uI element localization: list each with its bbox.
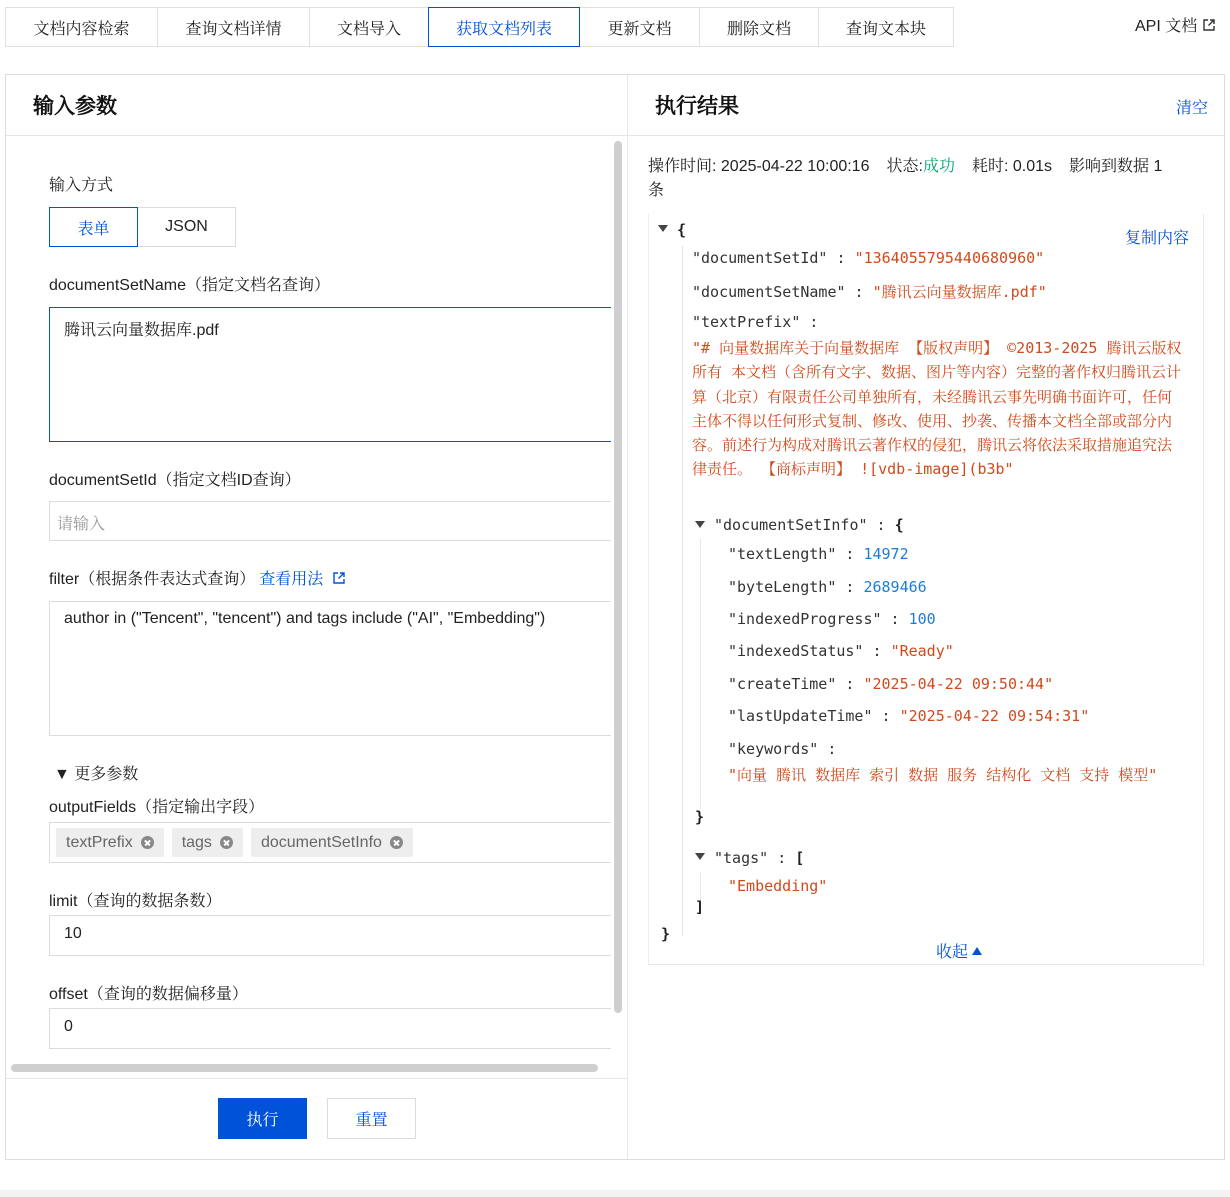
tag-label: tags <box>181 833 212 851</box>
external-link-icon <box>1203 19 1215 31</box>
json-close-brace-root: } <box>661 925 671 943</box>
json-line-byteLength: "byteLength" : 2689466 <box>728 578 927 596</box>
elapsed-time: 耗时: 0.01s <box>971 158 1052 175</box>
json-string: "2025-04-22 09:50:44" <box>863 675 1054 693</box>
output-field-tag <box>251 828 413 857</box>
doc-set-id-input[interactable]: 请输入 <box>49 501 611 541</box>
json-string: "Embedding" <box>728 877 828 895</box>
output-fields-select[interactable] <box>49 822 611 863</box>
page-footer-strip <box>0 1190 1230 1197</box>
limit-input[interactable]: 10 <box>49 915 611 956</box>
tab-delete-document[interactable]: 删除文档 <box>699 7 818 47</box>
offset-label: offset（查询的数据偏移量） <box>49 986 248 1003</box>
json-number: 2689466 <box>863 578 927 596</box>
json-line-documentSetInfo: "documentSetInfo" : { <box>714 516 904 534</box>
result-panel-header <box>628 75 1224 136</box>
tab-bar <box>5 7 954 47</box>
remove-tag-icon[interactable] <box>220 836 233 849</box>
collapse-button[interactable] <box>936 939 982 962</box>
input-mode-toggle <box>49 207 236 247</box>
tag-label: textPrefix <box>66 833 133 851</box>
more-params-toggle[interactable]: ▼ 更多参数 <box>54 766 139 783</box>
affected-rows: 影响到数据 1 <box>1069 158 1163 175</box>
remove-tag-icon[interactable] <box>390 836 403 849</box>
json-close-bracket: ] <box>695 898 705 916</box>
json-string: "1364055795440680960" <box>854 249 1045 267</box>
vertical-scrollbar[interactable] <box>614 141 622 1013</box>
op-time-value: 2025-04-22 10:00:16 <box>720 158 870 175</box>
json-line-createTime: "createTime" : "2025-04-22 09:50:44" <box>728 675 1054 693</box>
status-label: 状态: <box>886 158 923 175</box>
json-number: 14972 <box>863 545 909 563</box>
api-doc-label: API 文档 <box>1135 18 1198 35</box>
json-line-documentSetId: "documentSetId" : "1364055795440680960" <box>692 249 1045 267</box>
chevron-up-icon <box>972 947 982 955</box>
copy-content-button[interactable]: 复制内容 <box>1124 230 1189 247</box>
external-link-icon[interactable] <box>333 572 345 584</box>
json-string: "2025-04-22 09:54:31" <box>899 707 1090 725</box>
api-doc-link[interactable] <box>1135 13 1215 36</box>
result-meta <box>648 155 1208 203</box>
tab-document-search[interactable]: 文档内容检索 <box>5 7 157 47</box>
collapse-label: 收起 <box>936 944 969 961</box>
filter-label-row <box>49 566 345 589</box>
mode-form-button[interactable]: 表单 <box>49 207 138 247</box>
json-key: "byteLength" <box>728 578 837 596</box>
mode-json-button[interactable]: JSON <box>138 207 236 247</box>
doc-set-name-label: documentSetName（指定文档名查询） <box>49 277 330 294</box>
json-open-brace: { <box>677 221 687 239</box>
filter-usage-link[interactable]: 查看用法 <box>259 571 324 588</box>
json-line-tags: "tags" : [ <box>714 849 805 867</box>
result-panel-title: 执行结果 <box>655 95 739 118</box>
result-panel <box>628 75 1224 1159</box>
json-line-textPrefix: "textPrefix" : <box>692 313 819 331</box>
filter-input[interactable]: author in ("Tencent", "tencent") and tags include ("AI", "Embedding") <box>49 601 611 736</box>
tag-label: documentSetInfo <box>260 833 382 851</box>
tab-document-import[interactable]: 文档导入 <box>309 7 428 47</box>
reset-button[interactable]: 重置 <box>327 1098 416 1139</box>
json-key: "documentSetId" <box>692 249 828 267</box>
run-button[interactable]: 执行 <box>218 1098 307 1139</box>
tab-query-chunks[interactable]: 查询文本块 <box>818 7 954 47</box>
affected-rows-unit: 条 <box>648 182 665 199</box>
input-panel-title: 输入参数 <box>6 75 627 136</box>
json-key: "documentSetName" <box>692 283 846 301</box>
json-string: "腾讯云向量数据库.pdf" <box>872 283 1047 301</box>
json-line-keywords: "keywords" : <box>728 740 837 758</box>
indent-guide <box>700 872 701 900</box>
json-key: "createTime" <box>728 675 837 693</box>
indent-guide <box>682 246 683 936</box>
collapse-root-icon[interactable] <box>658 225 668 232</box>
tab-document-list[interactable]: 获取文档列表 <box>428 7 580 47</box>
json-key: "textPrefix" <box>692 313 801 331</box>
json-line-tags-item <box>728 877 827 895</box>
clear-button[interactable]: 清空 <box>1175 100 1208 117</box>
json-line-documentSetName: "documentSetName" : "腾讯云向量数据库.pdf" <box>692 283 1047 301</box>
collapse-documentSetInfo-icon[interactable] <box>695 521 705 528</box>
remove-tag-icon[interactable] <box>141 836 154 849</box>
limit-label: limit（查询的数据条数） <box>49 893 222 910</box>
input-panel <box>6 75 628 1159</box>
json-string-keywords: "向量 腾讯 数据库 索引 数据 服务 结构化 文档 支持 模型" <box>728 766 1158 784</box>
json-key: "textLength" <box>728 545 837 563</box>
tab-update-document[interactable]: 更新文档 <box>580 7 699 47</box>
output-fields-label: outputFields（指定输出字段） <box>49 799 265 816</box>
json-string-textPrefix: "# 向量数据库关于向量数据库 【版权声明】 ©2013-2025 腾讯云版权所有 本文档（含所有文字、数据、图片等内容）完整的著作权归腾讯云计算（北京）有限责任公司单独所有，未经腾讯云事先明确书面许可，任何主体不得以任何形式复制、修改、使用、抄袭、传播本文档全部或部分内容。前述行为构成对腾讯云著作权的侵犯，腾讯云将依法采取措施追究法律责任。 【商标声明】 ![vdb-image](b3b" <box>692 339 1182 479</box>
tab-document-detail[interactable]: 查询文档详情 <box>157 7 309 47</box>
doc-set-id-label: documentSetId（指定文档ID查询） <box>49 472 301 489</box>
output-field-tag <box>56 828 164 857</box>
json-key: "keywords" <box>728 740 819 758</box>
doc-set-name-input[interactable]: 腾讯云向量数据库.pdf <box>49 307 611 442</box>
status-value: 成功 <box>922 158 955 175</box>
json-line-indexedProgress: "indexedProgress" : 100 <box>728 610 936 628</box>
input-mode-label: 输入方式 <box>49 177 114 194</box>
json-key: "lastUpdateTime" <box>728 707 873 725</box>
divider <box>6 1078 627 1079</box>
json-key: "indexedProgress" <box>728 610 882 628</box>
output-field-tag <box>172 828 243 857</box>
json-line-lastUpdateTime: "lastUpdateTime" : "2025-04-22 09:54:31" <box>728 707 1090 725</box>
offset-input[interactable]: 0 <box>49 1008 611 1049</box>
json-string: "Ready" <box>890 642 954 660</box>
json-close-brace: } <box>695 808 705 826</box>
indent-guide <box>700 539 701 809</box>
json-key: "documentSetInfo" <box>714 516 868 534</box>
json-line-indexedStatus: "indexedStatus" : "Ready" <box>728 642 954 660</box>
op-time-label: 操作时间: <box>648 158 721 175</box>
json-line-textLength: "textLength" : 14972 <box>728 545 909 563</box>
json-key: "tags" <box>714 849 769 867</box>
json-viewer <box>648 214 1204 965</box>
main-panel <box>5 74 1225 1160</box>
filter-label: filter（根据条件表达式查询） <box>49 571 256 588</box>
horizontal-scrollbar[interactable] <box>11 1064 598 1072</box>
collapse-tags-icon[interactable] <box>695 853 705 860</box>
json-number: 100 <box>908 610 936 628</box>
json-key: "indexedStatus" <box>728 642 864 660</box>
